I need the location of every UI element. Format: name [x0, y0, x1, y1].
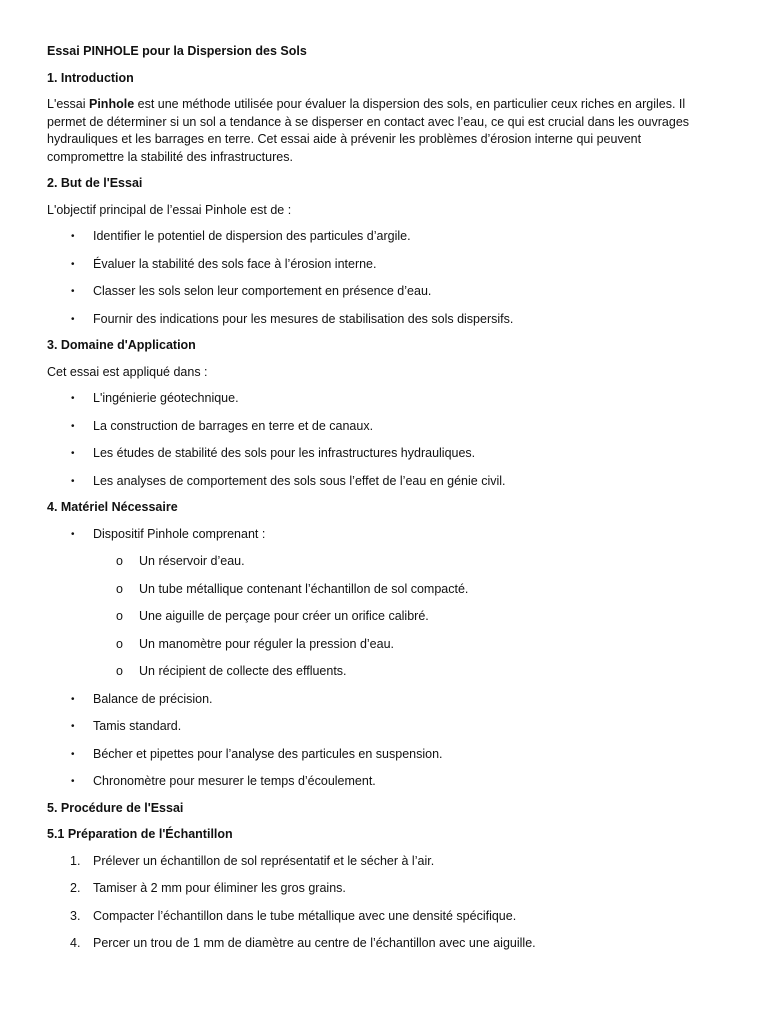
list-item	[47, 390, 718, 408]
step-text: Percer un trou de 1 mm de diamètre au centre de l’échantillon avec une aiguille.	[93, 936, 536, 950]
step-number: 1.	[70, 853, 81, 868]
hollow-bullet-icon: o	[116, 636, 123, 651]
list-item-text: Classer les sols selon leur comportement en présence d’eau.	[93, 284, 432, 298]
sub-list-item-text: Un manomètre pour réguler la pression d’eau.	[139, 636, 394, 651]
intro-text-after: est une méthode utilisée pour évaluer la dispersion des sols, en particulier ceux riches en argiles. Il permet de déterminer si un sol a tendance à se disperser en contact avec l’eau, ce qui est crucial dans les ouvrages hydrauliques et les barrages en terre. Cet essai aide à prévenir les problèmes d’érosion interne qui peuvent compromettre la stabilité des infrastructures.	[47, 97, 690, 164]
bullet-icon: •	[71, 776, 75, 787]
bullet-icon: •	[71, 313, 75, 325]
hollow-bullet-icon: o	[116, 554, 123, 568]
list-item-text: Fournir des indications pour les mesures de stabilisation des sols dispersifs.	[93, 311, 514, 326]
section-heading-but: 2. But de l'Essai	[47, 176, 143, 190]
step-text: Prélever un échantillon de sol représentatif et le sécher à l’air.	[93, 853, 435, 868]
list-item	[47, 228, 718, 246]
step-number: 2.	[70, 881, 81, 895]
list-item-text: La construction de barrages en terre et de canaux.	[93, 418, 374, 433]
list-item	[47, 418, 718, 436]
list-item	[47, 473, 718, 491]
bullet-icon: •	[71, 721, 75, 732]
bullet-icon: •	[71, 693, 75, 705]
list-item-text: Identifier le potentiel de dispersion des particules d’argile.	[93, 229, 411, 243]
document-title: Essai PINHOLE pour la Dispersion des Sols	[47, 44, 307, 58]
sub-list-item-text: Un tube métallique contenant l’échantillon de sol compacté.	[139, 581, 469, 596]
list-item-text: Chronomètre pour mesurer le temps d’écoulement.	[93, 774, 376, 788]
bullet-icon: •	[71, 528, 75, 540]
list-item-text: Les analyses de comportement des sols sous l’effet de l’eau en génie civil.	[93, 473, 506, 488]
list-item-text: Tamis standard.	[93, 719, 182, 733]
sub-list-item-text: Une aiguille de perçage pour créer un orifice calibré.	[139, 609, 429, 623]
hollow-bullet-icon: o	[116, 581, 123, 596]
list-item	[47, 526, 718, 681]
bullet-icon: •	[71, 420, 75, 432]
materiel-sub-list	[93, 553, 718, 681]
domaine-list	[47, 390, 718, 490]
subsection-heading-preparation: 5.1 Préparation de l'Échantillon	[47, 827, 233, 841]
list-item-text: Bécher et pipettes pour l’analyse des particules en suspension.	[93, 746, 443, 761]
step-text: Compacter l’échantillon dans le tube métallique avec une densité spécifique.	[93, 908, 517, 923]
numbered-step	[47, 908, 718, 926]
numbered-step	[47, 880, 718, 898]
section-heading-introduction: 1. Introduction	[47, 70, 134, 85]
list-item-text: Évaluer la stabilité des sols face à l’érosion interne.	[93, 256, 377, 271]
list-item	[47, 691, 718, 709]
step-number: 4.	[70, 936, 81, 950]
materiel-list	[47, 526, 718, 791]
list-item-text: Dispositif Pinhole comprenant :	[93, 526, 266, 541]
bullet-icon: •	[71, 475, 75, 487]
sub-list-item-text: Un réservoir d’eau.	[139, 554, 245, 568]
intro-bold-pinhole: Pinhole	[89, 97, 135, 111]
list-item	[47, 445, 718, 463]
domaine-intro-text: Cet essai est appliqué dans :	[47, 364, 208, 379]
preparation-steps-list	[47, 853, 718, 953]
step-text: Tamiser à 2 mm pour éliminer les gros grains.	[93, 881, 346, 895]
list-item	[47, 746, 718, 764]
list-item	[47, 311, 718, 329]
section-heading-materiel: 4. Matériel Nécessaire	[47, 500, 178, 514]
sub-list-item-text: Un récipient de collecte des effluents.	[139, 664, 347, 678]
hollow-bullet-icon: o	[116, 664, 123, 678]
sub-list-item	[47, 553, 718, 571]
intro-text-before: L'essai	[47, 97, 89, 111]
bullet-icon: •	[71, 258, 75, 270]
sub-list-item	[47, 636, 718, 654]
list-item	[47, 256, 718, 274]
but-intro-text: L'objectif principal de l’essai Pinhole est de :	[47, 202, 292, 217]
bullet-icon: •	[71, 231, 75, 242]
section-heading-procedure: 5. Procédure de l'Essai	[47, 800, 184, 815]
sub-list-item	[47, 663, 718, 681]
numbered-step	[47, 853, 718, 871]
introduction-paragraph	[47, 96, 718, 166]
list-item	[47, 773, 718, 791]
sub-list-item	[47, 608, 718, 626]
hollow-bullet-icon: o	[116, 609, 123, 623]
bullet-icon: •	[71, 448, 75, 459]
bullet-icon: •	[71, 393, 75, 404]
section-heading-domaine: 3. Domaine d'Application	[47, 338, 196, 352]
list-item-text: Balance de précision.	[93, 691, 213, 706]
bullet-icon: •	[71, 748, 75, 760]
list-item	[47, 283, 718, 301]
sub-list-item	[47, 581, 718, 599]
bullet-icon: •	[71, 286, 75, 297]
numbered-step	[47, 935, 718, 953]
list-item-text: L'ingénierie géotechnique.	[93, 391, 239, 405]
list-item	[47, 718, 718, 736]
step-number: 3.	[70, 908, 81, 923]
but-list	[47, 228, 718, 328]
list-item-text: Les études de stabilité des sols pour les infrastructures hydrauliques.	[93, 446, 476, 460]
